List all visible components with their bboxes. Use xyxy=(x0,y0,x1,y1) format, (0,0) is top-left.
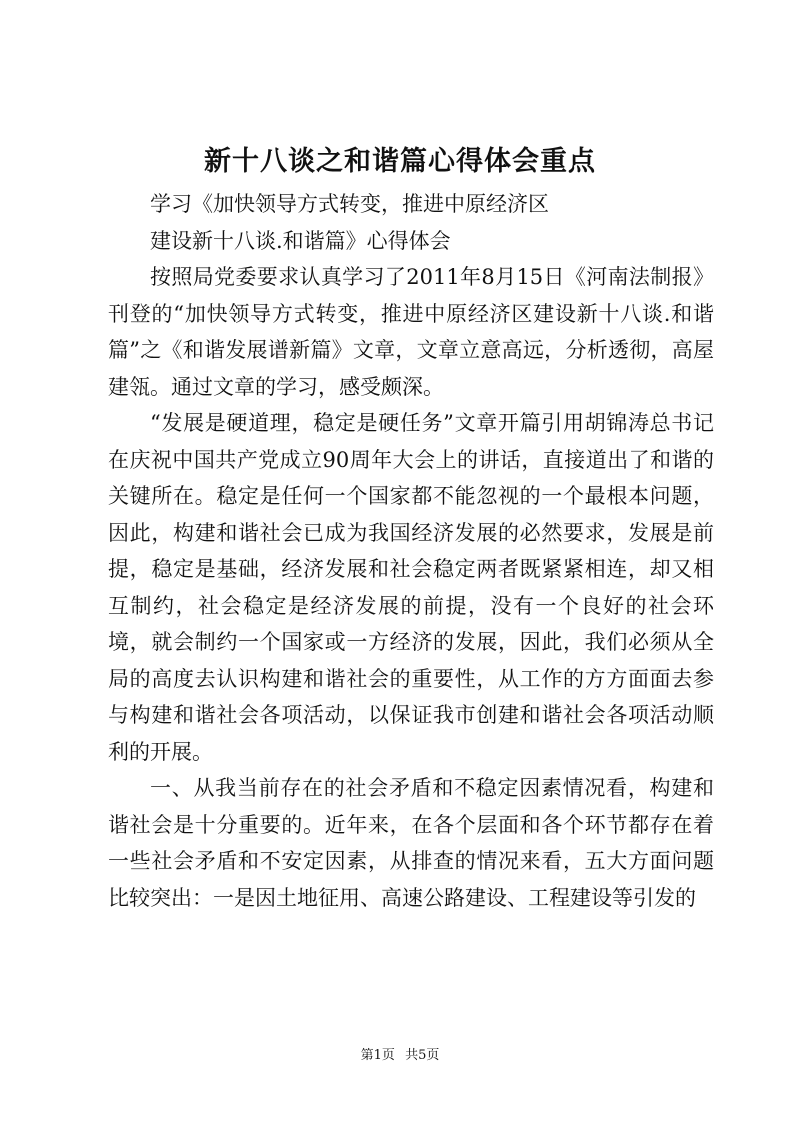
page-total: 共5页 xyxy=(405,1048,440,1063)
document-body xyxy=(108,186,714,916)
paragraph-3: 一、从我当前存在的社会矛盾和不稳定因素情况看，构建和谐社会是十分重要的。近年来，在各个层面和各个环节都存在着一些社会矛盾和不安定因素，从排查的情况来看，五大方面问题比较突出：一是因土地征用、高速公路建设、工程建设等引发的 xyxy=(108,776,714,910)
paragraph-2: “发展是硬道理，稳定是硬任务”文章开篇引用胡锦涛总书记在庆祝中国共产党成立90周年大会上的讲话，直接道出了和谐的关键所在。稳定是任何一个国家都不能忽视的一个最根本问题，因此，构建和谐社会已成为我国经济发展的必然要求，发展是前提，稳定是基础，经济发展和社会稳定两者既紧紧相连，却又相互制约，社会稳定是经济发展的前提，没有一个良好的社会环境，就会制约一个国家或一方经济的发展，因此，我们必须从全局的高度去认识构建和谐社会的重要性，从工作的方方面面去参与构建和谐社会各项活动，以保证我市创建和谐社会各项活动顺利的开展。 xyxy=(108,411,714,764)
page-footer xyxy=(0,1047,800,1065)
paragraph-1: 按照局党委要求认真学习了2011年8月15日《河南法制报》刊登的“加快领导方式转变，推进中原经济区建设新十八谈.和谐篇”之《和谐发展谱新篇》文章，文章立意高远，分析透彻，高屋建瓴。通过文章的学习，感受颇深。 xyxy=(108,265,714,399)
document-title: 新十八谈之和谐篇心得体会重点 xyxy=(204,146,596,177)
subtitle-line-2: 建设新十八谈.和谐篇》心得体会 xyxy=(150,228,451,253)
subtitle-line-1: 学习《加快领导方式转变，推进中原经济区 xyxy=(150,192,549,216)
page-number: 第1页 xyxy=(360,1048,395,1063)
